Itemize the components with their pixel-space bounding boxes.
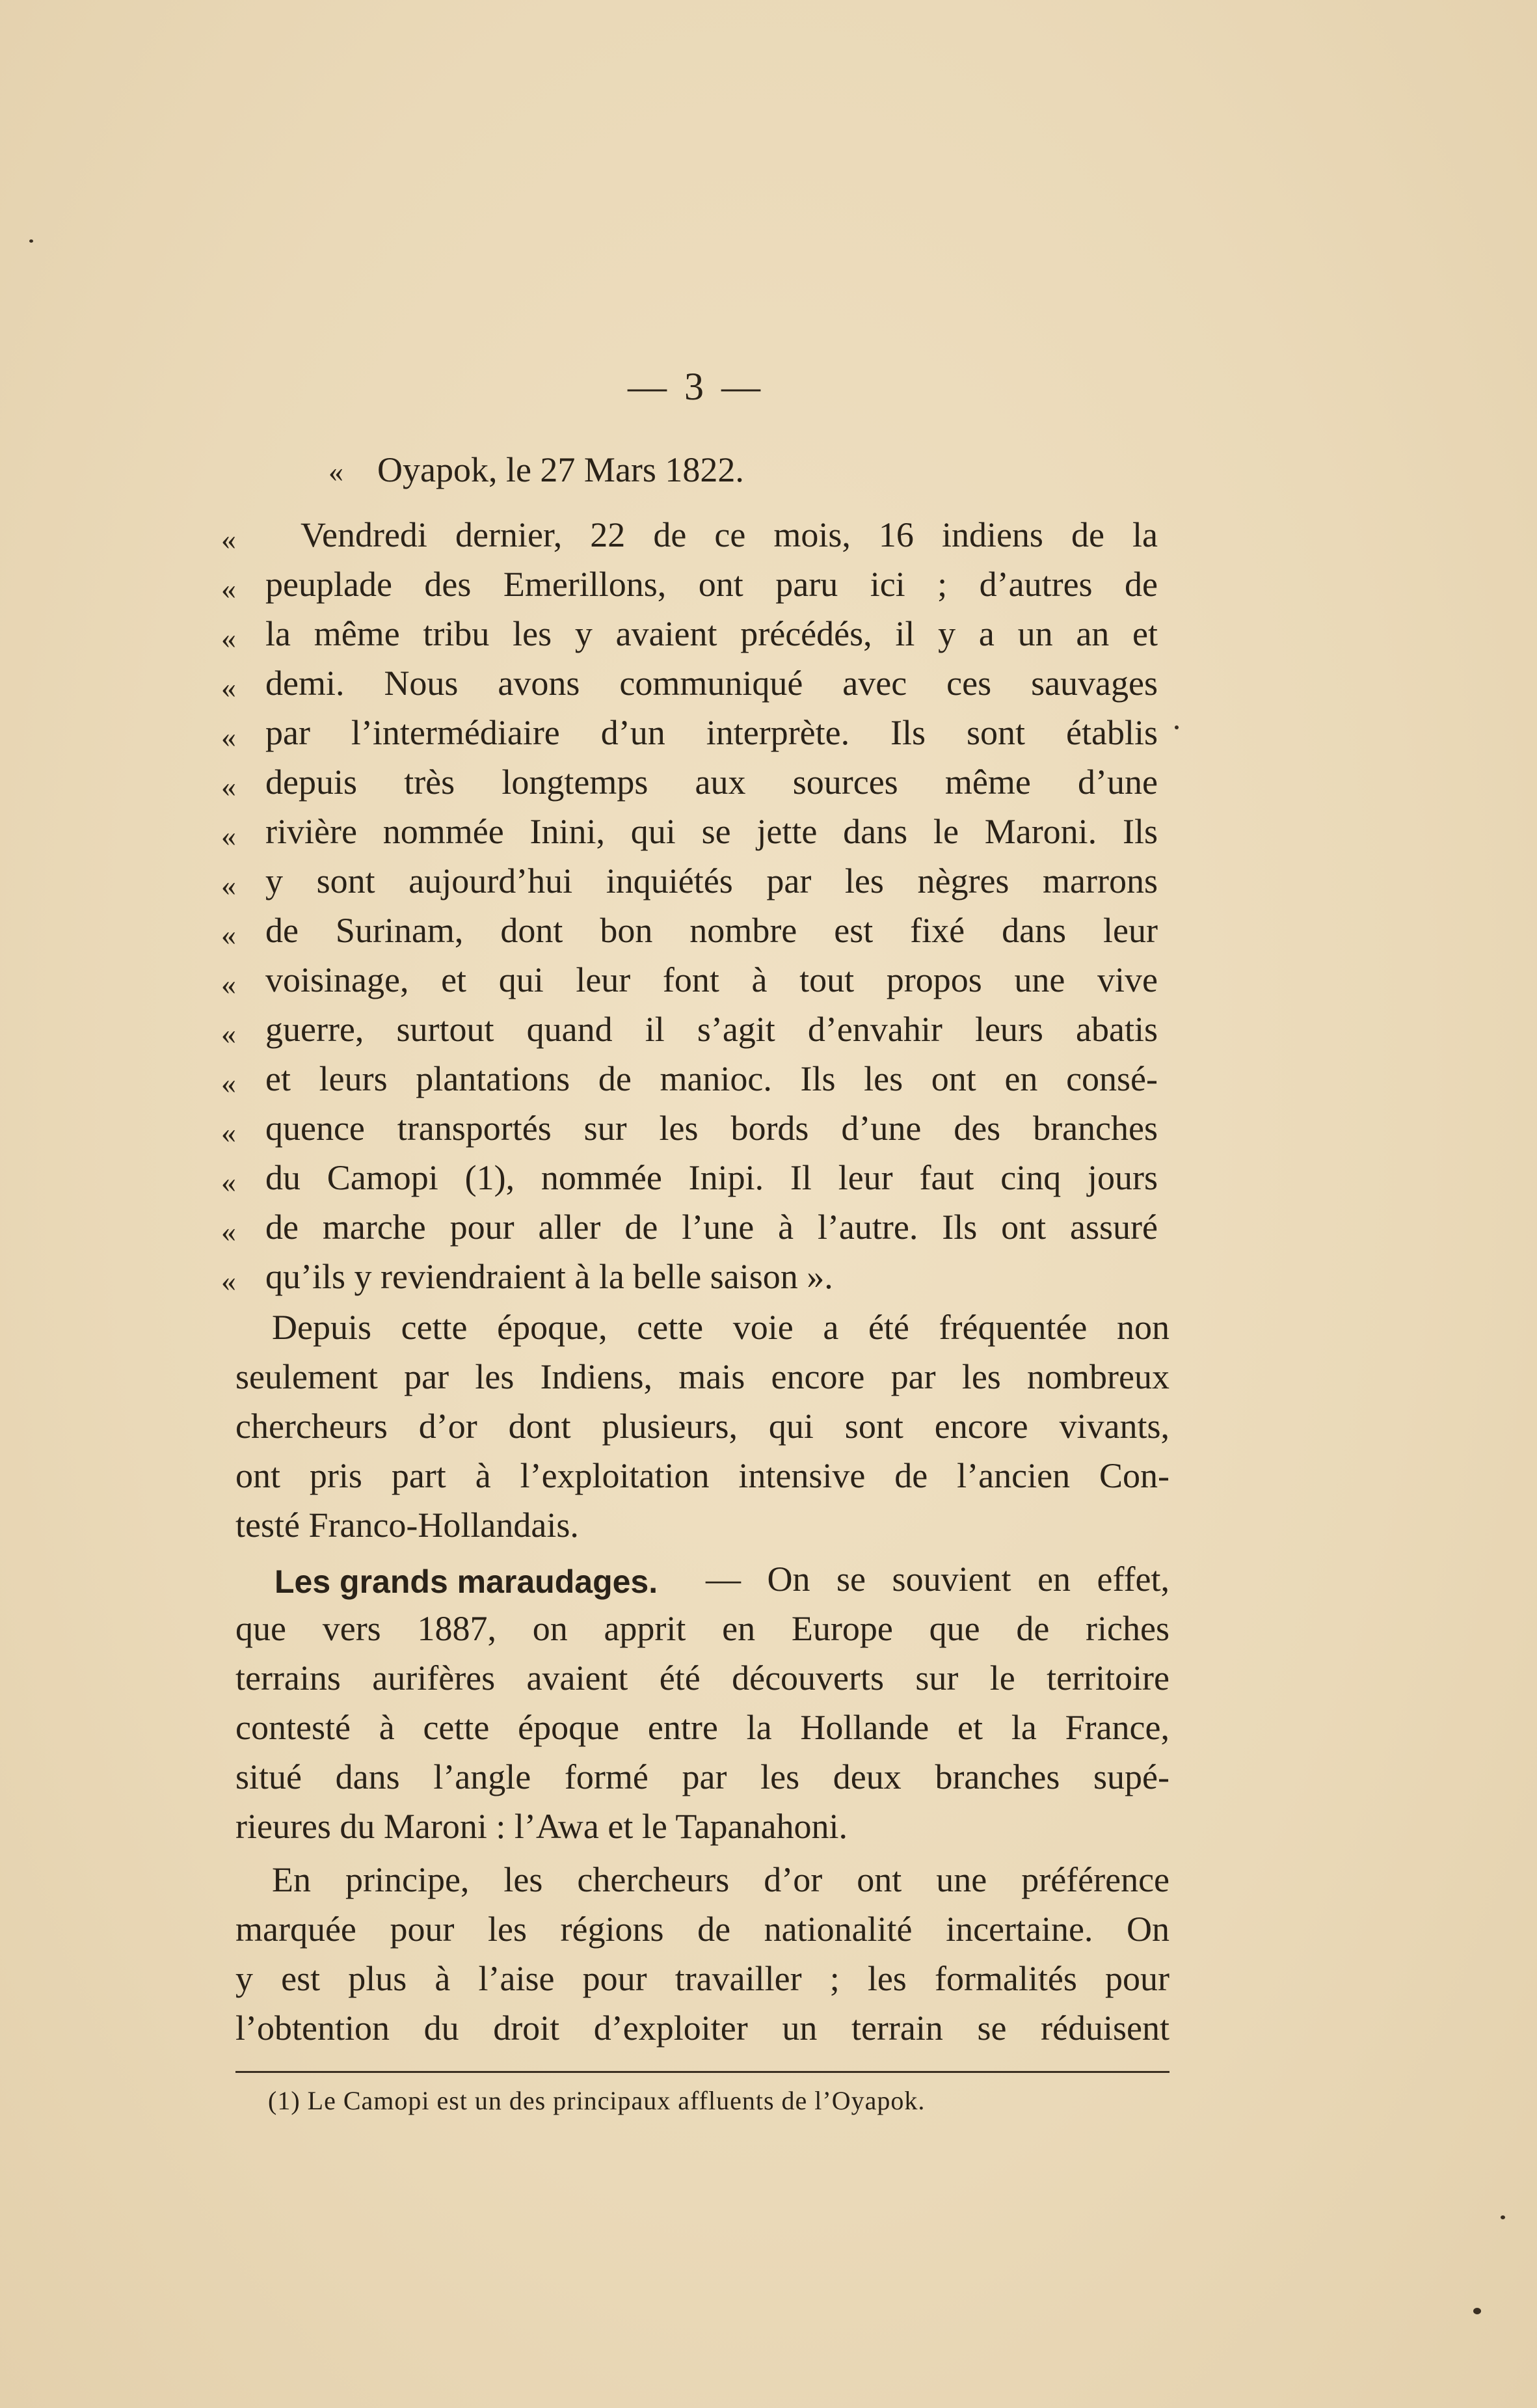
body-line: terrains aurifères avaient été découverts sur le territoire — [235, 1658, 1169, 1698]
quote-mark: « — [221, 720, 236, 753]
letter-line: depuis très longtemps aux sources même d’une — [265, 763, 1158, 802]
section-heading: Les grands maraudages. — [274, 1563, 658, 1600]
quote-mark: « — [221, 572, 236, 605]
quote-mark: « — [221, 1017, 236, 1050]
letter-line: voisinage, et qui leur font à tout propos une vive — [265, 960, 1158, 999]
body-line: que vers 1887, on apprit en Europe que de riches — [235, 1609, 1169, 1648]
quote-mark: « — [328, 455, 343, 488]
footnote: (1) Le Camopi est un des principaux affluents de l’Oyapok. — [268, 2086, 926, 2115]
body-line: chercheurs d’or dont plusieurs, qui sont encore vivants, — [235, 1407, 1169, 1446]
paper-speck — [1501, 2215, 1505, 2219]
letter-line: qu’ils y reviendraient à la belle saison ». — [265, 1257, 833, 1296]
quote-mark: « — [221, 869, 236, 902]
letter-line: quence transportés sur les bords d’une des branches — [265, 1109, 1158, 1148]
letter-line: de marche pour aller de l’une à l’autre. Ils ont assuré — [265, 1208, 1158, 1247]
body-line: l’obtention du droit d’exploiter un terrain se réduisent — [235, 2009, 1169, 2048]
body-line: En principe, les chercheurs d’or ont une préférence — [272, 1860, 1169, 1899]
quote-mark: « — [221, 1215, 236, 1248]
quote-mark: « — [221, 967, 236, 1001]
body-line: y est plus à l’aise pour travailler ; les formalités pour — [235, 1959, 1169, 1998]
page-number: — 3 — — [628, 365, 764, 408]
quote-mark: « — [221, 671, 236, 704]
letter-line: Vendredi dernier, 22 de ce mois, 16 indiens de la — [301, 515, 1158, 554]
letter-line: la même tribu les y avaient précédés, il y a un an et — [265, 614, 1158, 653]
footnote-rule — [235, 2071, 1169, 2073]
body-line: Depuis cette époque, cette voie a été fréquentée non — [272, 1308, 1169, 1347]
body-line: marquée pour les régions de nationalité incertaine. On — [235, 1910, 1169, 1949]
letter-line: peuplade des Emerillons, ont paru ici ; d’autres de — [265, 565, 1158, 604]
quote-mark: « — [221, 522, 236, 556]
body-line: contesté à cette époque entre la Hollande et la France, — [235, 1708, 1169, 1747]
letter-line: guerre, surtout quand il s’agit d’envahir leurs abatis — [265, 1010, 1158, 1049]
letter-line: y sont aujourd’hui inquiétés par les nègres marrons — [265, 861, 1158, 900]
letter-line: par l’intermédiaire d’un interprète. Ils sont établis — [265, 713, 1158, 752]
letter-line: de Surinam, dont bon nombre est fixé dans leur — [265, 911, 1158, 950]
paper-speck — [1473, 2308, 1481, 2314]
body-line: — On se souvient en effet, — [706, 1560, 1169, 1599]
paper-speck — [29, 239, 33, 243]
quote-mark: « — [221, 1116, 236, 1149]
paper-speck — [1175, 725, 1179, 729]
letter-header: Oyapok, le 27 Mars 1822. — [377, 450, 744, 489]
letter-line: du Camopi (1), nommée Inipi. Il leur faut cinq jours — [265, 1158, 1158, 1197]
quote-mark: « — [221, 621, 236, 655]
body-line: seulement par les Indiens, mais encore par les nombreux — [235, 1357, 1169, 1396]
quote-mark: « — [221, 1165, 236, 1198]
quote-mark: « — [221, 819, 236, 852]
quote-mark: « — [221, 770, 236, 803]
letter-line: rivière nommée Inini, qui se jette dans le Maroni. Ils — [265, 812, 1158, 851]
letter-line: et leurs plantations de manioc. Ils les ont en consé- — [265, 1059, 1158, 1098]
letter-line: demi. Nous avons communiqué avec ces sauvages — [265, 664, 1158, 703]
body-line: ont pris part à l’exploitation intensive de l’ancien Con- — [235, 1456, 1169, 1495]
quote-mark: « — [221, 1066, 236, 1100]
quote-mark: « — [221, 1264, 236, 1297]
body-line: situé dans l’angle formé par les deux branches supé- — [235, 1757, 1169, 1796]
body-line: testé Franco-Hollandais. — [235, 1506, 579, 1545]
quote-mark: « — [221, 918, 236, 951]
body-line: rieures du Maroni : l’Awa et le Tapanahoni. — [235, 1807, 848, 1846]
